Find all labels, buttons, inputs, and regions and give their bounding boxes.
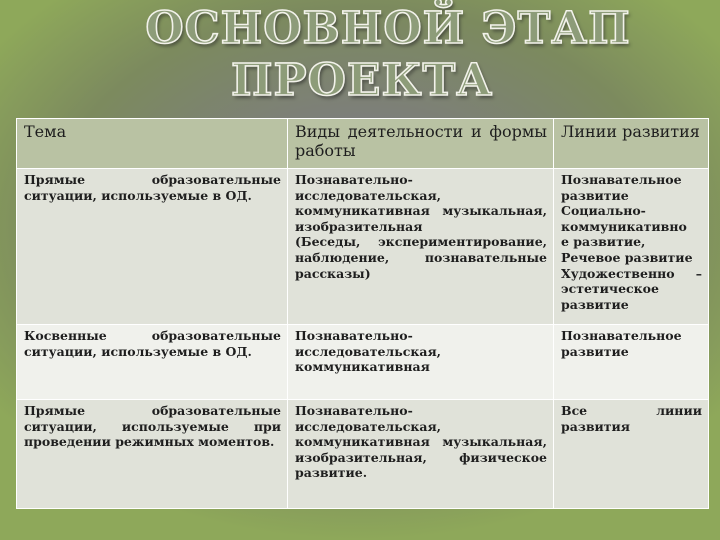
activity-line: изобразительная <box>295 218 423 234</box>
header-topic: Тема <box>17 119 288 169</box>
development-line: коммуникативно <box>561 218 687 234</box>
activity-line: коммуникативная музыкальная, <box>295 434 547 450</box>
activity-line: Познавательно- <box>295 328 413 343</box>
activity-line: рассказы) <box>295 265 371 281</box>
development-line: развитие <box>561 296 629 312</box>
header-development: Линии развития <box>554 119 709 169</box>
development-line: Художественно – <box>561 265 702 281</box>
table-header-row <box>17 119 709 169</box>
cell-topic: Прямые образовательные ситуации, используемые при проведении режимных моментов. <box>17 400 288 509</box>
cell-development <box>554 169 709 325</box>
activity-line: развитие. <box>295 465 368 481</box>
cell-activities <box>288 325 554 400</box>
development-line: Познавательное <box>561 328 682 343</box>
title-line-2: ПРОЕКТА <box>230 55 494 106</box>
table-row <box>17 325 709 400</box>
activity-line: изобразительная, физическое <box>295 449 547 465</box>
activity-line: (Беседы, экспериментирование, <box>295 234 547 250</box>
cell-activities <box>288 169 554 325</box>
cell-activities <box>288 400 554 509</box>
activity-line: исследовательская, <box>295 343 442 359</box>
header-activities <box>288 119 554 169</box>
development-line: Социально- <box>561 203 646 219</box>
cell-topic: Косвенные образовательные ситуации, используемые в ОД. <box>17 325 288 400</box>
development-line: развитие <box>561 343 629 359</box>
cell-topic: Прямые образовательные ситуации, используемые в ОД. <box>17 169 288 325</box>
development-line: Познавательное <box>561 172 682 187</box>
activity-line: коммуникативная музыкальная, <box>295 203 547 219</box>
project-table <box>16 118 709 509</box>
title-line-1: ОСНОВНОЙ ЭТАП <box>145 3 631 54</box>
table-row <box>17 169 709 325</box>
table-row <box>17 400 709 509</box>
development-line: е развитие, <box>561 234 646 250</box>
development-line: эстетическое <box>561 281 659 297</box>
activity-line: наблюдение, познавательные <box>295 249 547 265</box>
development-line: развития <box>561 418 631 434</box>
development-line: Все линии <box>561 403 702 418</box>
activity-line: Познавательно- <box>295 172 413 187</box>
activity-line: коммуникативная <box>295 359 430 375</box>
activity-line: исследовательская, <box>295 187 442 203</box>
activity-line: Познавательно- <box>295 403 413 418</box>
development-line: развитие <box>561 187 629 203</box>
cell-development <box>554 325 709 400</box>
activity-line: исследовательская, <box>295 418 442 434</box>
header-activities-text: Виды деятельности и формы работы <box>295 122 547 160</box>
development-line: Речевое развитие <box>561 249 693 265</box>
cell-development <box>554 400 709 509</box>
